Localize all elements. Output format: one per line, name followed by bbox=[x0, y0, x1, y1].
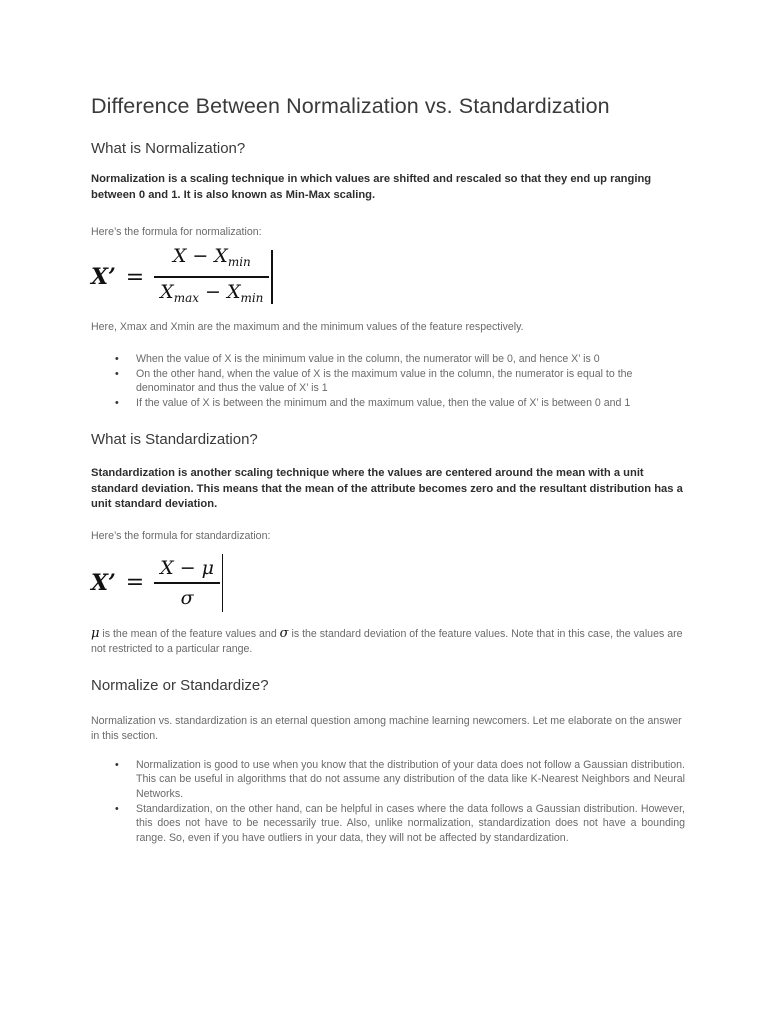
document-content bbox=[91, 92, 685, 845]
normalization-explanation: Here, Xmax and Xmin are the maximum and the minimum values of the feature respectively. bbox=[91, 321, 524, 333]
normalization-bullet-list bbox=[91, 352, 685, 410]
formula-numerator: X − μ bbox=[160, 557, 214, 580]
formula-equals: = bbox=[125, 570, 145, 596]
normalization-formula-lead: Here’s the formula for normalization: bbox=[91, 226, 262, 238]
normalization-formula bbox=[91, 245, 685, 305]
normalization-intro: Normalization is a scaling technique in which values are shifted and rescaled so that they end up ranging between 0 and 1. It is also known as Min-Max scaling. bbox=[91, 173, 652, 201]
list-item: • When the value of X is the minimum value in the column, the numerator will be 0, and hence X’ is 0 bbox=[136, 352, 685, 367]
choice-intro: Normalization vs. standardization is an eternal question among machine learning newcomers. Let me elaborate on the answer in this section. bbox=[91, 714, 682, 742]
list-item: • On the other hand, when the value of X is the maximum value in the column, the numerator is equal to the denominator and thus the value of X’ is 1 bbox=[136, 367, 685, 396]
formula-cursor-rule bbox=[222, 554, 224, 612]
formula-cursor-rule bbox=[271, 250, 273, 304]
choice-bullet-list bbox=[91, 758, 685, 846]
standardization-formula-lead: Here’s the formula for standardization: bbox=[91, 529, 271, 542]
list-item: • If the value of X is between the minimum and the maximum value, then the value of X’ is between 0 and 1 bbox=[136, 396, 685, 411]
formula-lhs: X’ bbox=[91, 569, 116, 596]
standardization-formula bbox=[91, 554, 685, 612]
list-item: • Normalization is good to use when you know that the distribution of your data does not follow a Gaussian distribution. This can be useful in algorithms that do not assume any distribution of the data like K-Nearest Neighbors and Neural Networks. bbox=[136, 758, 685, 802]
fraction-bar bbox=[154, 582, 220, 584]
formula-equals: = bbox=[125, 264, 145, 290]
list-item: • Standardization, on the other hand, can be helpful in cases where the data follows a Gaussian distribution. However, this does not have to be necessarily true. Also, unlike normalization, standardization does not have a bounding range. So, even if you have outliers in your data, they will not be affected by standardization. bbox=[136, 802, 685, 846]
heading-normalization: What is Normalization? bbox=[91, 140, 246, 157]
page-title: Difference Between Normalization vs. Standardization bbox=[91, 94, 610, 118]
standardization-explanation: μ is the mean of the feature values and σ is the standard deviation of the feature values. Note that in this case, the values are not restricted to a particular range. bbox=[91, 625, 683, 655]
heading-normalize-or-standardize: Normalize or Standardize? bbox=[91, 676, 269, 694]
mu-symbol: μ bbox=[91, 625, 100, 641]
fraction-bar bbox=[154, 276, 269, 278]
heading-standardization: What is Standardization? bbox=[91, 431, 258, 449]
standardization-intro: Standardization is another scaling technique where the values are centered around the mean with a unit standard deviation. This means that the mean of the attribute becomes zero and the resultant distribution has a unit standard deviation. bbox=[91, 467, 683, 511]
formula-fraction bbox=[154, 556, 220, 610]
formula-numerator: $X - X_{min}$ bbox=[172, 245, 251, 270]
sigma-symbol: σ bbox=[279, 625, 289, 641]
formula-fraction bbox=[154, 244, 269, 310]
formula-denominator: $X_{max} - X_{min}$ bbox=[160, 280, 264, 305]
formula-lhs: X’ bbox=[91, 264, 116, 290]
formula-denominator: σ bbox=[180, 586, 194, 609]
